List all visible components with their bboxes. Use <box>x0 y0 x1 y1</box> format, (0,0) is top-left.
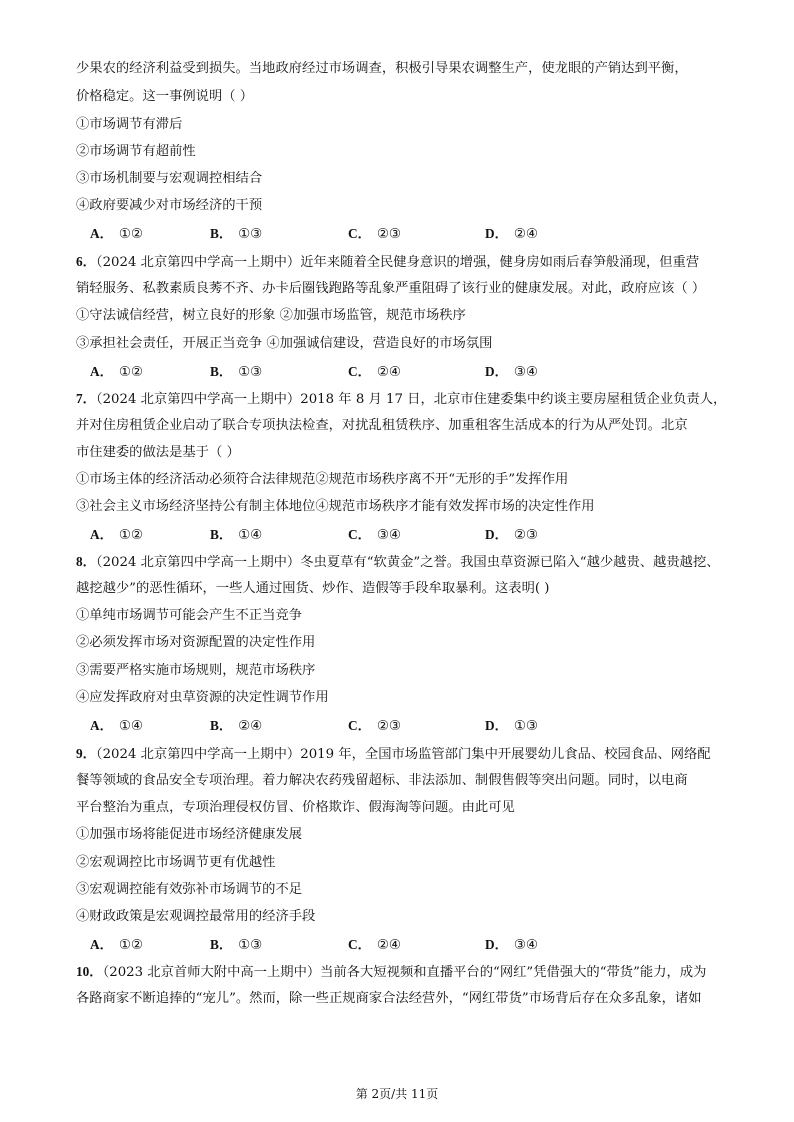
q8-stem-line: 越挖越少”的恶性循环，一些人通过囤货、炒作、造假等手段牟取暴利。这表明( ) <box>76 581 550 596</box>
question-source: （2023 北京首师大附中高一上期中） <box>102 965 321 980</box>
q8-stem-line: 8．（2024 北京第四中学高一上期中）冬虫夏草有“软黄金”之誉。我国虫草资源已陷入“越少越贵、越贵越挖、 <box>76 554 720 570</box>
question-source: （2024 北京第四中学高一上期中） <box>95 255 301 270</box>
q9-stem-line: 平台整治为重点，专项治理侵权仿冒、价格欺诈、假海淘等问题。由此可见 <box>76 800 515 815</box>
q5-stem-line: 少果农的经济利益受到损失。当地政府经过市场调查，积极引导果农调整生产，使龙眼的产销达到平衡， <box>76 61 688 76</box>
option-b[interactable]: B． ①④ <box>210 527 263 543</box>
option-d[interactable]: D． ③④ <box>485 364 538 380</box>
q8-options <box>90 717 710 735</box>
q9-item: ①加强市场将能促进市场经济健康发展 <box>76 827 303 842</box>
q6-items-line: ③承担社会责任，开展正当竞争 ④加强诚信建设，营造良好的市场氛围 <box>76 336 493 351</box>
option-d[interactable]: D． ③④ <box>485 937 538 953</box>
q5-options <box>90 225 710 243</box>
option-c[interactable]: C． ②③ <box>348 718 401 734</box>
option-b[interactable]: B． ①③ <box>210 364 263 380</box>
question-number: 10． <box>76 964 103 979</box>
q6-options <box>90 363 710 381</box>
q6-stem-line: 销轻服务、私教素质良莠不齐、办卡后圈钱跑路等乱象严重阻碍了该行业的健康发展。对此，政府应该（ ） <box>76 281 706 296</box>
q7-items-line: ③社会主义市场经济坚持公有制主体地位④规范市场秩序才能有效发挥市场的决定性作用 <box>76 499 595 514</box>
option-a[interactable]: A． ①② <box>90 527 143 543</box>
option-d[interactable]: D． ②④ <box>485 226 538 242</box>
option-c[interactable]: C． ②④ <box>348 937 401 953</box>
q8-item: ③需要严格实施市场规则，规范市场秩序 <box>76 663 316 678</box>
option-b[interactable]: B． ①③ <box>210 226 263 242</box>
q7-stem-line: 市住建委的做法是基于（ ） <box>76 445 240 460</box>
q9-stem-line: 餐等领域的食品安全专项治理。着力解决农药残留超标、非法添加、制假售假等突出问题。同时，以电商 <box>76 773 688 788</box>
q9-item: ④财政政策是宏观调控最常用的经济手段 <box>76 909 316 924</box>
question-number: 8． <box>76 554 96 569</box>
q8-item: ①单纯市场调节可能会产生不正当竞争 <box>76 608 303 623</box>
q10-stem-line: 10．（2023 北京首师大附中高一上期中）当前各大短视频和直播平台的“网红”凭借强大的“带货”能力，成为 <box>76 964 707 980</box>
q6-stem-line: 6．（2024 北京第四中学高一上期中）近年来随着全民健身意识的增强，健身房如雨后春笋般涌现，但重营 <box>76 254 700 270</box>
q8-item: ④应发挥政府对虫草资源的决定性调节作用 <box>76 690 329 705</box>
option-c[interactable]: C． ②③ <box>348 226 401 242</box>
q5-stem-line: 价格稳定。这一事例说明（ ） <box>76 89 254 104</box>
option-c[interactable]: C． ③④ <box>348 527 401 543</box>
option-b[interactable]: B． ②④ <box>210 718 263 734</box>
option-a[interactable]: A． ①② <box>90 937 143 953</box>
q8-item: ②必须发挥市场对资源配置的决定性作用 <box>76 635 316 650</box>
option-a[interactable]: A． ①② <box>90 226 143 242</box>
q5-item: ①市场调节有滞后 <box>76 117 183 132</box>
question-number: 6． <box>76 254 96 269</box>
question-source: （2024 北京第四中学高一上期中） <box>95 392 301 407</box>
option-a[interactable]: A． ①② <box>90 364 143 380</box>
q9-options <box>90 936 710 954</box>
option-b[interactable]: B． ①③ <box>210 937 263 953</box>
q10-stem-line: 各路商家不断追捧的“宠儿”。然而，除一些正规商家合法经营外，“网红带货”市场背后存在众多乱象，诸如 <box>76 991 702 1006</box>
question-source: （2024 北京第四中学高一上期中） <box>95 747 301 762</box>
question-number: 9． <box>76 746 96 761</box>
q5-item: ③市场机制要与宏观调控相结合 <box>76 171 263 186</box>
option-d[interactable]: D． ①③ <box>485 718 538 734</box>
q9-item: ③宏观调控能有效弥补市场调节的不足 <box>76 882 303 897</box>
q7-stem-line: 并对住房租赁企业启动了联合专项执法检查，对扰乱租赁秩序、加重租客生活成本的行为从严处罚。北京 <box>76 418 688 433</box>
q7-stem-line: 7．（2024 北京第四中学高一上期中）2018 年 8 月 17 日，北京市住建委集中约谈主要房屋租赁企业负责人， <box>76 391 727 407</box>
question-number: 7． <box>76 391 96 406</box>
option-a[interactable]: A． ①④ <box>90 718 143 734</box>
q9-item: ②宏观调控比市场调节更有优越性 <box>76 855 276 870</box>
page-footer: 第 2页/共 11页 <box>355 1087 439 1101</box>
q9-stem-line: 9．（2024 北京第四中学高一上期中）2019 年，全国市场监管部门集中开展婴幼儿食品、校园食品、网络配 <box>76 746 711 762</box>
q7-items-line: ①市场主体的经济活动必须符合法律规范②规范市场秩序离不开“无形的手”发挥作用 <box>76 472 569 487</box>
q6-items-line: ①守法诚信经营，树立良好的形象 ②加强市场监管，规范市场秩序 <box>76 308 466 323</box>
question-source: （2024 北京第四中学高一上期中） <box>95 555 301 570</box>
option-c[interactable]: C． ②④ <box>348 364 401 380</box>
q5-item: ④政府要减少对市场经济的干预 <box>76 198 263 213</box>
q7-options <box>90 526 710 544</box>
option-d[interactable]: D． ②③ <box>485 527 538 543</box>
q5-item: ②市场调节有超前性 <box>76 144 196 159</box>
